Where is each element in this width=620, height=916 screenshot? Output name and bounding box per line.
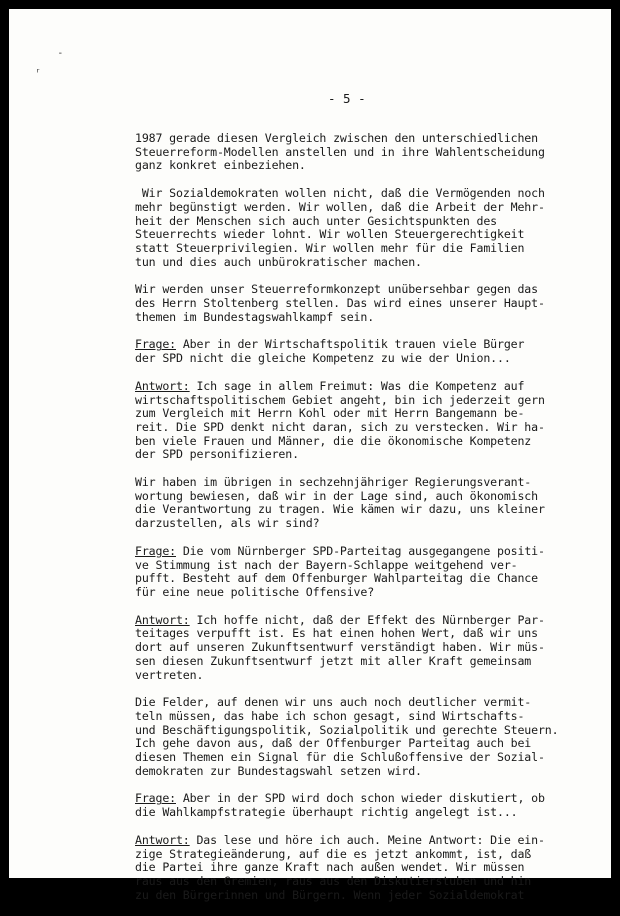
document-body <box>135 132 587 916</box>
paragraph <box>135 545 587 600</box>
page-number: - 5 - <box>328 91 366 106</box>
paragraph-text: Ich sage in allem Freimut: Was die Kompetenz auf wirtschaftspolitischem Gebiet angeht, bin ich jederzeit gern zum Vergleich mit Herrn Kohl oder mit Herrn Bangemann be- reit. Die SPD denkt nicht daran, sich zu verstecken. Wir ha- ben viele Frauen und Männer, die die ökonomische Kompetenz der SPD personifizieren. <box>135 378 545 462</box>
paragraph <box>135 614 587 683</box>
paragraph-text: Die Felder, auf denen wir uns auch noch deutlicher vermit- teln müssen, das habe ich schon gesagt, sind Wirtschafts- und Beschäftigungspolitik, Sozialpolitik und gerechte Steuern. Ich gehe davon aus, daß der Offenburger Parteitag auch bei diesen Themen ein Signal für die Schlußoffensive der Sozial- demokraten zur Bundestagswahl setzen wird. <box>135 695 559 778</box>
speaker-label: Antwort: <box>135 378 190 393</box>
speaker-label: Frage: <box>135 543 176 558</box>
speaker-label: Antwort: <box>135 612 190 627</box>
paragraph-text: 1987 gerade diesen Vergleich zwischen den unterschiedlichen Steuerreform-Modellen anstellen und in ihre Wahlentscheidung ganz konkret einbeziehen. <box>135 131 545 173</box>
paragraph <box>135 132 587 173</box>
speaker-label: Antwort: <box>135 832 190 847</box>
paragraph-text: Die vom Nürnberger SPD-Parteitag ausgegangene positi- ve Stimmung ist nach der Bayern-Schlappe weitgehend ver- pufft. Besteht auf dem Offenburger Wahlparteitag die Chance für eine neue politische Offensive? <box>135 543 545 599</box>
paragraph-text: Wir haben im übrigen in sechzehnjähriger Regierungsverant- wortung bewiesen, daß wir in der Lage sind, auch ökonomisch die Verantwortung zu tragen. Wie kämen wir dazu, uns kleiner darzustellen, als wir sind? <box>135 475 545 531</box>
scan-mark: ˗ <box>57 46 64 59</box>
paragraph <box>135 476 587 531</box>
paragraph <box>135 696 587 778</box>
paragraph-text: Wir Sozialdemokraten wollen nicht, daß die Vermögenden noch mehr begünstigt werden. Wir wollen, daß die Arbeit der Mehr- heit der Menschen sich auch unter Gesichtspunkten des Steuerrechts wieder lohnt. Wir wollen Steuergerechtigkeit statt Steuerprivilegien. Wir wollen mehr für die Familien tun und dies auch unbürokratischer machen. <box>135 186 545 269</box>
paragraph <box>135 792 587 819</box>
paragraph-text: Aber in der Wirtschaftspolitik trauen viele Bürger der SPD nicht die gleiche Kompetenz zu wie der Union... <box>135 337 525 366</box>
paragraph <box>135 283 587 324</box>
paragraph-text: Ich hoffe nicht, daß der Effekt des Nürnberger Par- teitages verpufft ist. Es hat einen hohen Wert, daß wir uns dort auf unseren Zukunftsentwurf verständigt haben. Wir müs- sen diesen Zukunftsentwurf jetzt mit aller Kraft gemeinsam vertreten. <box>135 612 545 682</box>
paragraph <box>135 187 587 269</box>
scan-mark: ʳ <box>35 66 42 79</box>
speaker-label: Frage: <box>135 337 176 352</box>
paragraph-text: Aber in der SPD wird doch schon wieder diskutiert, ob die Wahlkampfstrategie überhaupt richtig angelegt ist... <box>135 791 545 820</box>
paragraph-text: Wir werden unser Steuerreformkonzept unübersehbar gegen das des Herrn Stoltenberg stellen. Das wird eines unserer Haupt- themen im Bundestagswahlkampf sein. <box>135 282 545 324</box>
document-page <box>9 9 611 902</box>
speaker-label: Frage: <box>135 791 176 806</box>
paragraph <box>135 380 587 462</box>
paragraph <box>135 834 587 903</box>
paragraph <box>135 338 587 365</box>
paragraph-text: Das lese und höre ich auch. Meine Antwort: Die ein- zige Strategieänderung, auf die es jetzt ankommt, ist, daß die Partei ihre ganze Kraft nach außen wendet. Wir müssen raus aus den Gremien, raus aus den Diskutierstuben und hin zu den Bürgerinnen und Bürgern. Wenn jeder Sozialdemokrat <box>135 832 545 902</box>
